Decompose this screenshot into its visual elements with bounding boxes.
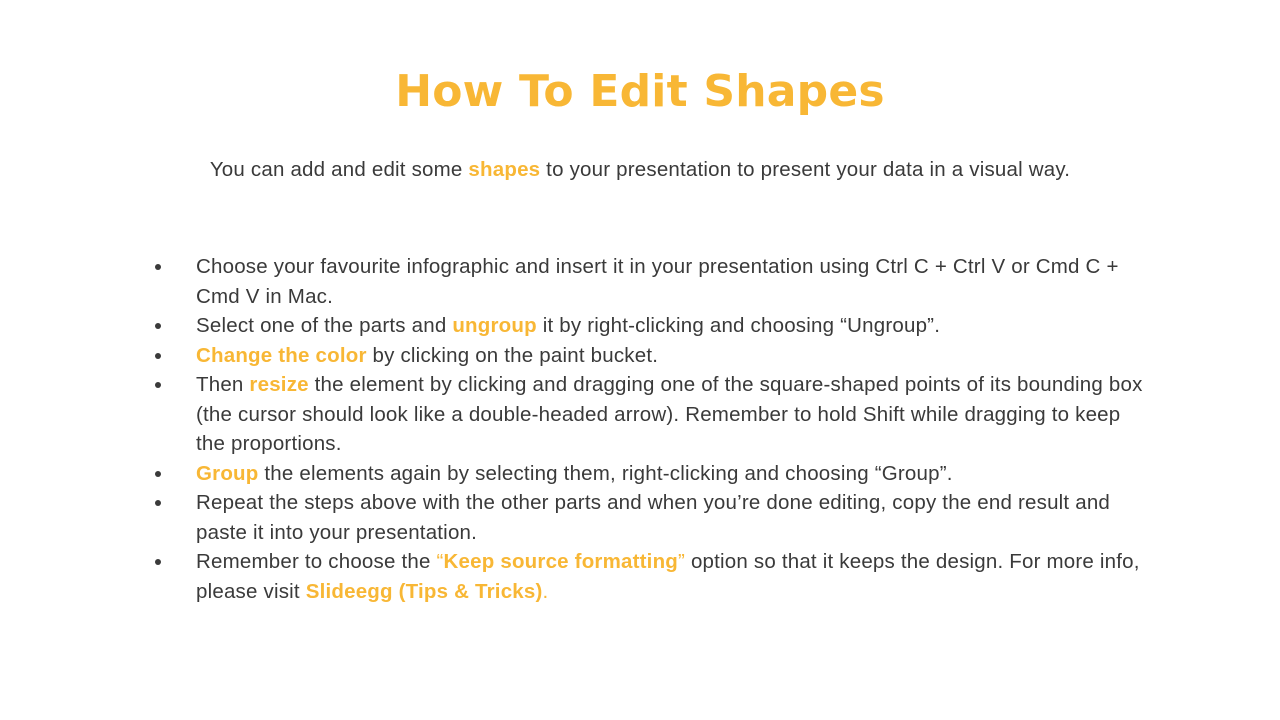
intro-before: You can add and edit some (209, 158, 469, 181)
intro-highlight: shapes (468, 158, 541, 181)
intro-text (0, 158, 1280, 182)
slide-title: How To Edit Shapes (395, 66, 885, 117)
list-item (150, 547, 1150, 606)
list-item (150, 252, 1150, 311)
bullet-icon (155, 559, 161, 565)
bullet-icon (155, 382, 161, 388)
bullet-icon (155, 353, 161, 359)
list-item (150, 488, 1150, 547)
step-text: the element by clicking and dragging one of the square-shaped points of its bounding box (the cursor should look like a double-headed arrow). Remember to hold Shift while dragging to keep the proportions. (196, 373, 1143, 455)
quote-mark: ” (678, 550, 686, 573)
step-highlight: ungroup (452, 314, 537, 337)
list-item (150, 311, 1150, 341)
step-text: Then (196, 373, 250, 396)
step-text: . (542, 579, 549, 603)
step-text: the elements again by selecting them, right-clicking and choosing “Group”. (258, 461, 953, 485)
step-highlight: resize (249, 373, 309, 396)
step-text: Select one of the parts and (196, 314, 453, 337)
list-item (150, 341, 1150, 371)
step-highlight: Group (196, 461, 259, 485)
step-text: Repeat the steps above with the other parts and when you’re done editing, copy the end result and paste it into your presentation. (196, 491, 1111, 544)
step-text: by clicking on the paint bucket. (366, 343, 659, 367)
bullet-icon (155, 323, 161, 329)
list-item (150, 459, 1150, 489)
bullet-icon (155, 471, 161, 477)
step-text: it by right-clicking and choosing “Ungroup”. (536, 314, 941, 337)
intro-after: to your presentation to present your data in a visual way. (540, 158, 1071, 181)
bullet-icon (155, 500, 161, 506)
list-item (150, 370, 1150, 459)
step-text: Remember to choose the (196, 550, 437, 573)
step-highlight: Change the color (196, 343, 367, 367)
step-highlight: Keep source formatting (443, 550, 679, 573)
steps-list (150, 252, 1150, 606)
slideegg-tips-link[interactable]: Slideegg (Tips & Tricks) (305, 579, 543, 603)
step-text: option so that it keeps the design. For more info, please visit (196, 550, 1140, 603)
bullet-icon (155, 264, 161, 270)
quote-mark: “ (436, 550, 444, 573)
step-text: Choose your favourite infographic and insert it in your presentation using Ctrl C + Ctrl V or Cmd C + Cmd V in Mac. (196, 255, 1119, 308)
